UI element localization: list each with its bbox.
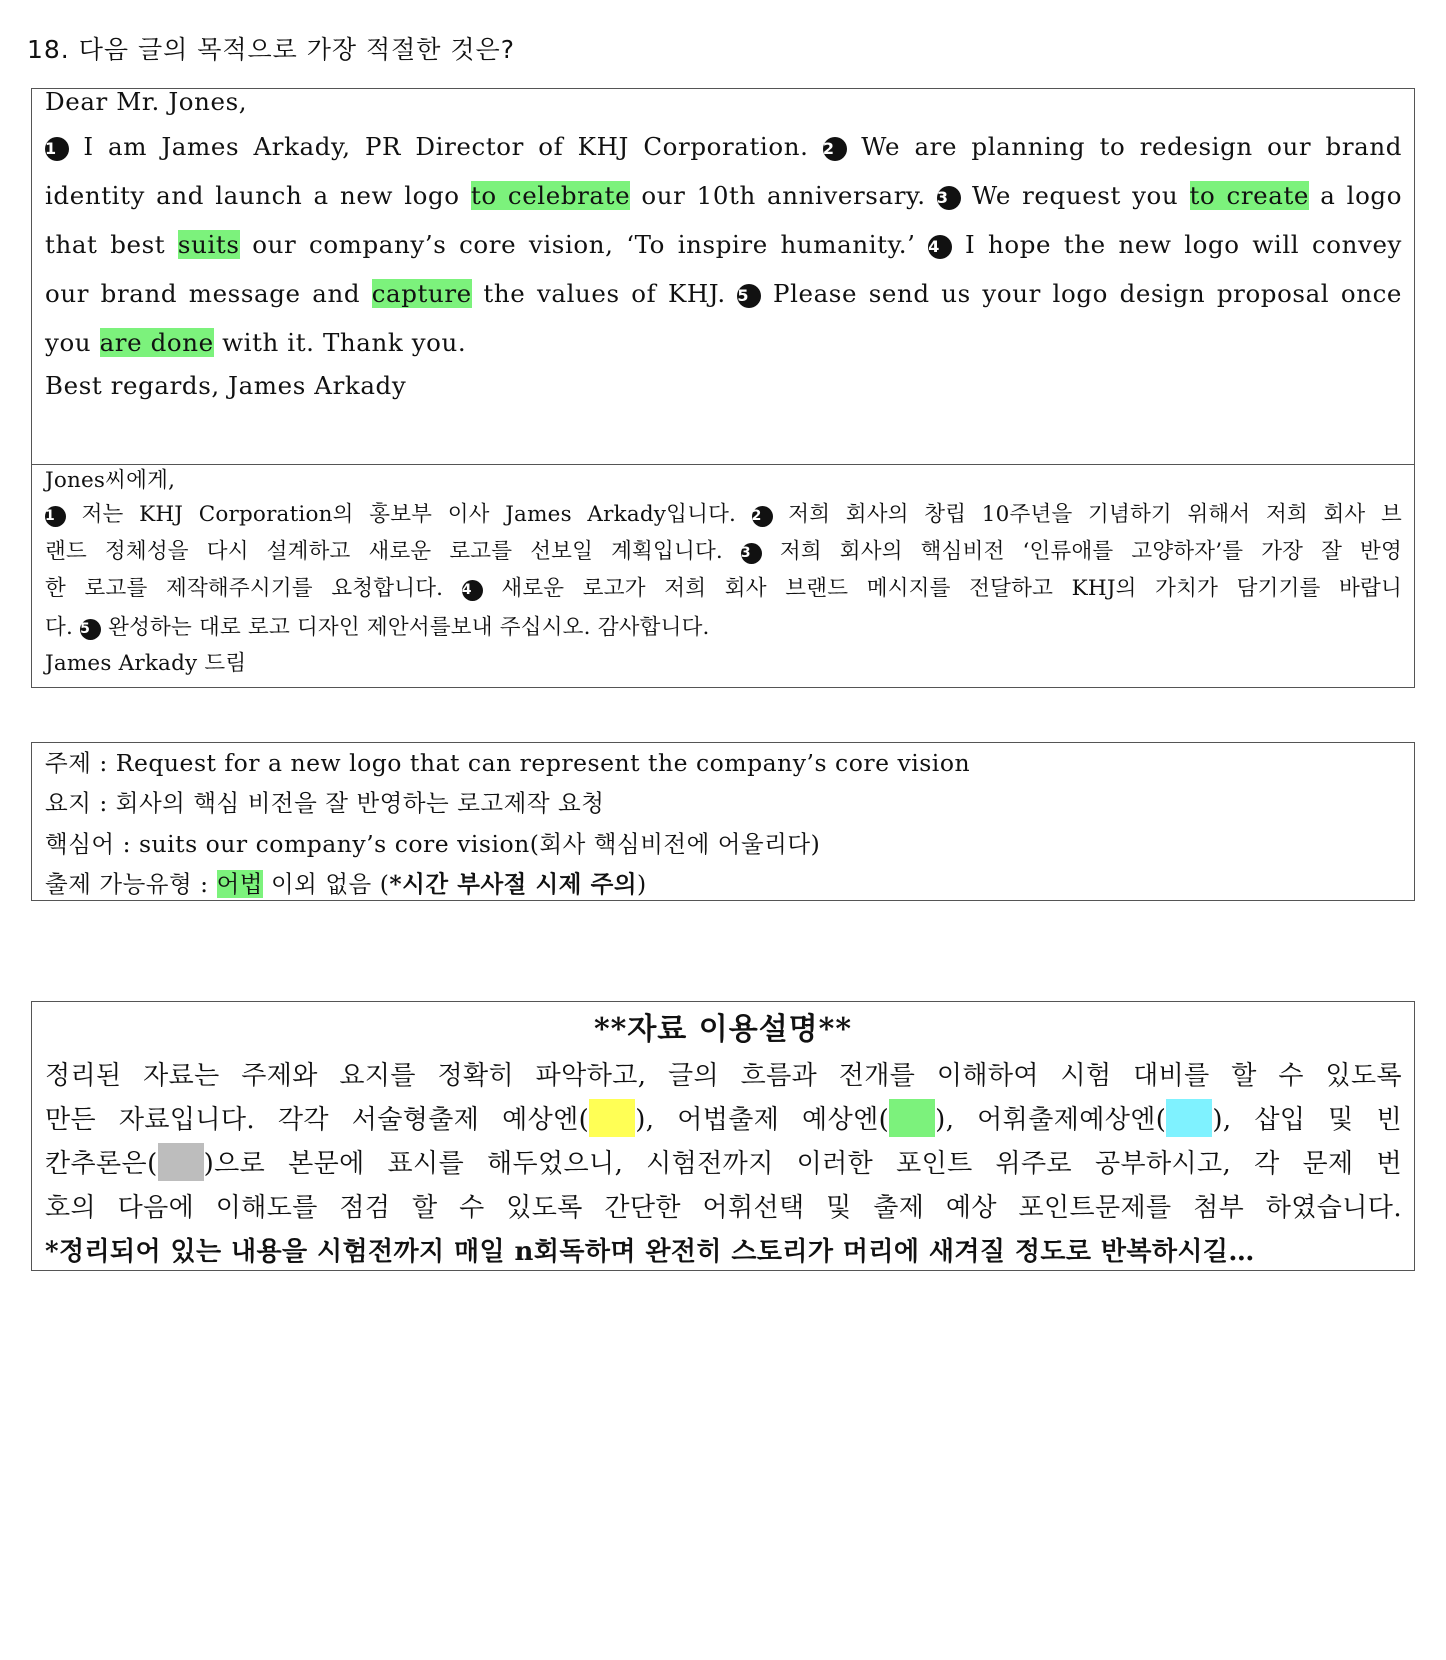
question-type-label: 출제 가능유형 : [45,870,209,898]
sentence-number-3: 3 [741,543,762,564]
letter-closing: Best regards, James Arkady [45,371,407,400]
letter-line-2 [45,171,1402,220]
letter-text: We are planning to redesign our brand [861,132,1402,161]
letter-text: a logo [1320,181,1403,210]
letter-line-3 [45,220,1402,269]
guide-text: )으로 본문에 표시를 해두었으니, 시험전까지 이러한 포인트 위주로 공부하시고, 각 문제 번 [203,1149,1402,1179]
guide-text: 만든 자료입니다. 각각 서술형출제 예상엔( [45,1105,590,1135]
letter-text: We request you [972,181,1179,210]
sentence-number-5: 5 [737,284,761,308]
guide-text: ), 어법출제 예상엔( [635,1105,890,1135]
sentence-number-4: 4 [928,235,952,259]
tense-note: *시간 부사절 시제 주의 [389,870,638,898]
summary-question-type [45,867,647,901]
letter-text: our brand message and [45,279,361,308]
question-title: 18. 다음 글의 목적으로 가장 적절한 것은? [27,35,515,64]
letter-greeting: Dear Mr. Jones, [45,87,248,116]
sentence-number-2: 2 [823,137,847,161]
translation-line-4 [45,608,1402,648]
grammar-highlight: to celebrate [470,181,631,210]
guide-line-1: 정리된 자료는 주제와 요지를 정확히 파악하고, 글의 흐름과 전개를 이해하여 시험 대비를 할 수 있도록 [45,1061,1402,1091]
translation-text: 저희 회사의 창립 10주년을 기념하기 위해서 저희 회사 브 [788,502,1402,527]
question-type-text: 이외 없음 ( [270,870,390,898]
letter-line-5 [45,318,1402,367]
letter-line-1 [45,122,1402,171]
usage-guide-box [31,1001,1415,1271]
vocab-color-swatch [1166,1099,1212,1137]
translation-line-2 [45,534,1402,570]
summary-keyword: 핵심어 : suits our company’s core vision(회사 핵심비전에 어울리다) [45,830,821,858]
sentence-number-1: 1 [45,506,66,527]
letter-box [31,88,1415,465]
guide-body [45,1054,1402,1274]
letter-text: our company’s core vision, ‘To inspire humanity.’ [252,230,916,259]
letter-text: Please send us your logo design proposal once [772,279,1403,308]
translation-box [31,464,1415,688]
letter-text: you [45,328,92,357]
letter-line-4 [45,269,1402,318]
summary-gist: 요지 : 회사의 핵심 비전을 잘 반영하는 로고제작 요청 [45,789,605,817]
sentence-number-4: 4 [462,580,483,601]
letter-text: the values of KHJ. [483,279,726,308]
letter-text: that best [45,230,166,259]
translation-greeting: Jones씨에게, [45,468,176,493]
guide-text: 칸추론은( [45,1149,158,1179]
grammar-color-swatch [889,1099,935,1137]
sentence-number-1: 1 [45,137,69,161]
translation-line-3 [45,570,1402,608]
grammar-highlight: are done [99,328,214,357]
translation-text: 완성하는 대로 로고 디자인 제안서를보내 주십시오. 감사합니다. [108,615,710,640]
letter-text: I am James Arkady, PR Director of KHJ Corporation. [83,132,809,161]
guide-line-4: 호의 다음에 이해도를 점검 할 수 있도록 간단한 어휘선택 및 출제 예상 포인트문제를 첨부 하였습니다. [45,1193,1402,1223]
summary-box [31,742,1415,901]
grammar-highlight: to create [1189,181,1310,210]
guide-line-2 [45,1098,1402,1142]
guide-text: ), 삽입 및 빈 [1212,1105,1402,1135]
grammar-highlight: 어법 [216,870,263,898]
sentence-number-5: 5 [80,619,101,640]
translation-text: 저는 KHJ Corporation의 홍보부 이사 James Arkady입니다. [81,502,737,527]
grammar-highlight: capture [371,279,472,308]
summary-topic: 주제 : Request for a new logo that can represent the company’s core vision [45,749,971,777]
translation-text: 새로운 로고가 저희 회사 브랜드 메시지를 전달하고 KHJ의 가치가 담기기를 바랍니 [501,576,1402,601]
translation-line-1 [45,496,1402,534]
guide-text: ), 어휘출제예상엔( [935,1105,1167,1135]
question-type-text: ) [637,870,647,898]
sentence-number-2: 2 [752,506,773,527]
insertion-color-swatch [158,1143,204,1181]
translation-body [45,496,1402,648]
guide-line-5: *정리되어 있는 내용을 시험전까지 매일 n회독하며 완전히 스토리가 머리에 새겨질 정도로 반복하시길… [45,1237,1255,1267]
letter-text: with it. Thank you. [222,328,467,357]
translation-text: 한 로고를 제작해주시기를 요청합니다. [45,576,444,601]
translation-closing: James Arkady 드림 [45,651,247,676]
guide-title: **자료 이용설명** [593,1012,853,1047]
guide-line-3 [45,1142,1402,1186]
sentence-number-3: 3 [937,186,961,210]
essay-color-swatch [589,1099,635,1137]
translation-text: 랜드 정체성을 다시 설계하고 새로운 로고를 선보일 계획입니다. [45,539,723,564]
translation-text: 저희 회사의 핵심비전 ‘인류애를 고양하자’를 가장 잘 반영 [779,539,1402,564]
grammar-highlight: suits [177,230,240,259]
translation-text: 다. [45,615,74,640]
letter-body [45,122,1402,367]
letter-text: our 10th anniversary. [641,181,926,210]
letter-text: identity and launch a new logo [45,181,460,210]
letter-text: I hope the new logo will convey [965,230,1402,259]
